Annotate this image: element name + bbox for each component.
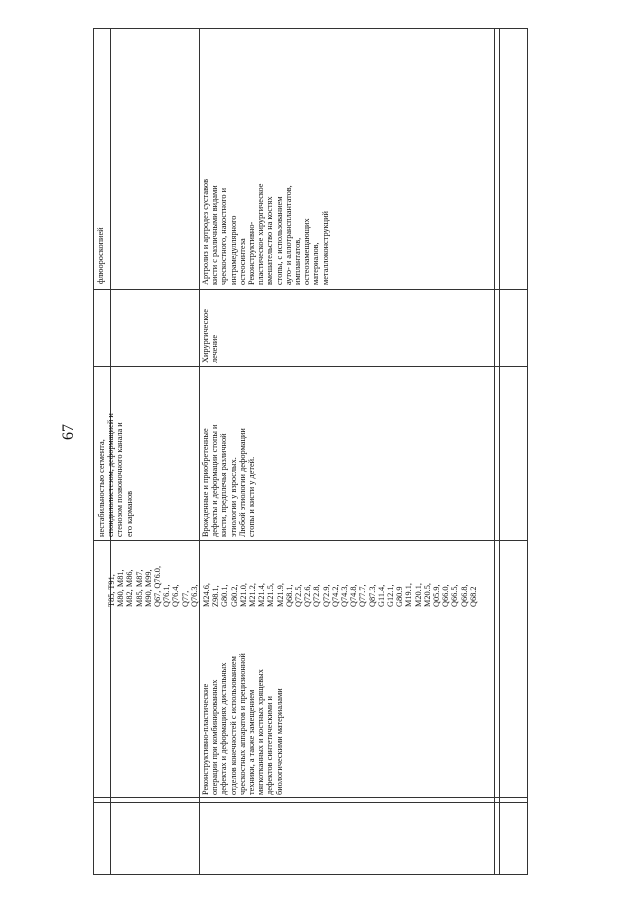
column-divider (94, 366, 527, 367)
cell-codes-top: T85, T91, M80, M81, M82, M86, M85, M87, M90, M99, Q67, Q76.0, Q76.1, Q76.4, Q77, Q76.3, (107, 565, 199, 607)
cell-treatment: Хирургическое лечение (201, 309, 220, 363)
data-table (93, 28, 528, 875)
column-divider (94, 802, 527, 803)
cell-disease-top: нестабильностью сегмента, спондилолистезом, деформацией и стенозом позвоночного канала и его карманов (97, 413, 134, 537)
cell-codes-main: M24.6, Z98.1, G80.1, G80.2, M21.0, M21.2, M21.4, M21.5, M21.9, Q68.1, Q72.5, Q72.6, Q72.8, Q72.9, Q74.2, Q74.3, Q74.8, Q77.7, Q87.3, G11.4, G12.1, G80.9 M19.1, M20.1, M20.5, Q05.9, Q66.0, Q66.5, Q66.8, Q68.2 (202, 583, 478, 607)
row-divider (199, 29, 200, 874)
cell-intervention: Реконструктивно-пластические операции при комбинированных дефектах и деформациях дистальных отделов конечностей с использованием чрескостных аппаратов и прецизионной техники, а также замещением мягкотканных и костных хрящевых дефектов синтетическими и биологическими материалами (201, 653, 284, 795)
column-divider (94, 289, 527, 290)
cell-method-main: Артролиз и артродез суставов кисти с различными видами чрескостного, накостного и интрамедуллярного остеосинтеза Реконструктивно- пластическое хирургическое вмешательство на костях стопы, с использованием ауто- и аллотрансплантатов, имплантатов, остеозамещающих материалов, металлоконструкций (201, 179, 330, 285)
page-number: 67 (60, 424, 77, 440)
cell-method-top: флюороскопией (96, 227, 105, 284)
row-divider (499, 29, 500, 874)
cell-disease-main: Врожденные и приобретенные дефекты и деформации стопы и кисти, предплечья различной этиологии у взрослых. Любой этиологии деформации стопы и кисти у детей. (201, 424, 257, 537)
column-divider (94, 797, 527, 798)
row-divider (494, 29, 495, 874)
